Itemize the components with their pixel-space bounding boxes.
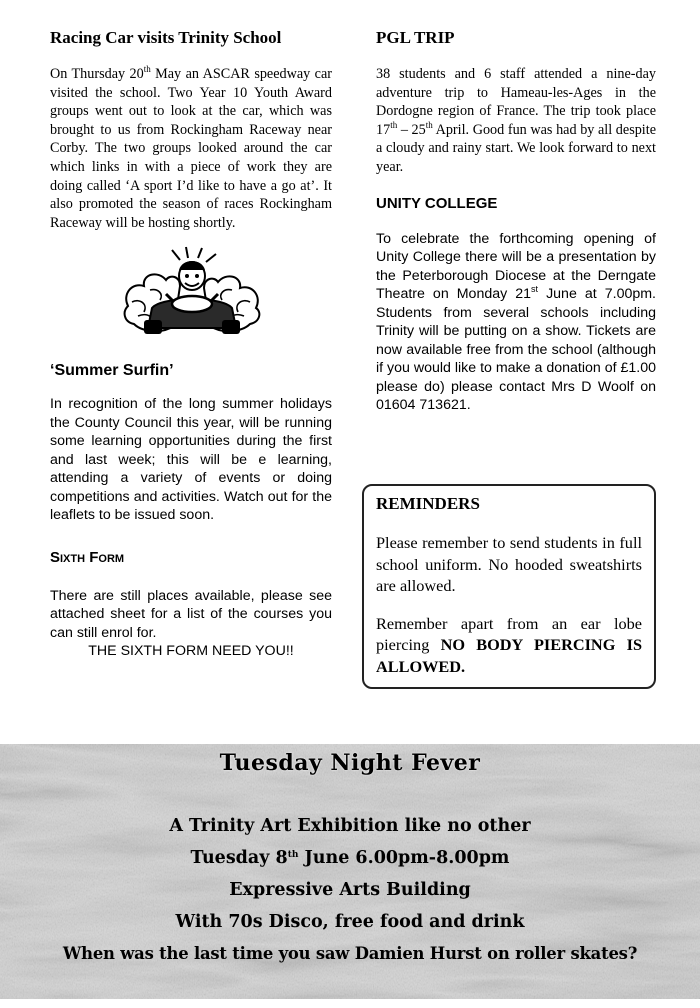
banner-line-disco: With 70s Disco, free food and drink [175, 912, 525, 932]
racing-body: On Thursday 20th May an ASCAR speedway car visited the school. Two Year 10 Youth Award groups went out to look at the car, which was brought to us from Rockingham Raceway near Corby. The two groups looked around the car which links in with a piece of work they are doing called ‘A sport I’d like to have a go at’. It also promoted the season of races Rockingham Raceway will be hosting shortly. [50, 64, 332, 231]
summer-heading: ‘Summer Surfin’ [50, 362, 174, 380]
pgl-body: 38 students and 6 staff attended a nine-day adventure trip to Hameau-les-Ages in the Dordogne region of France. The trip took place 17th – 25th April. Good fun was had by all despite a cloudy and rainy start. We look forward to next year. [376, 66, 656, 175]
art-exhibition-banner [0, 744, 700, 999]
banner-line-exhibition: A Trinity Art Exhibition like no other [169, 816, 531, 836]
banner-line-venue: Expressive Arts Building [229, 880, 471, 900]
racing-car-illustration [122, 246, 262, 338]
unity-heading: UNITY COLLEGE [376, 194, 498, 212]
pgl-heading: PGL TRIP [376, 28, 455, 47]
banner-title: Tuesday Night Fever [219, 750, 481, 776]
racing-heading: Racing Car visits Trinity School [50, 28, 282, 47]
reminders-heading: REMINDERS [376, 494, 480, 513]
sixth-form-heading: Sixth Form [50, 548, 125, 566]
summer-body: In recognition of the long summer holidays the County Council this year, will be running some learning opportunities during the first and last week; this will be e learning, attending a variety of events or doing competitions and activities. Watch out for the leaflets to be issued soon. [50, 396, 332, 524]
reminders-uniform: Please remember to send students in full school uniform. No hooded sweatshirts are allowed. [376, 533, 642, 595]
right-column [376, 28, 656, 415]
sixth-form-slogan: THE SIXTH FORM NEED YOU!! [88, 643, 294, 660]
banner-line-date: Tuesday 8th June 6.00pm-8.00pm [190, 848, 510, 868]
banner-line-question: When was the last time you saw Damien Hurst on roller skates? [62, 944, 638, 963]
sixth-form-body: There are still places available, please see attached sheet for a list of the courses you can still enrol for. [50, 587, 332, 641]
unity-body: To celebrate the forthcoming opening of Unity College there will be a presentation by the Peterborough Diocese at the Derngate Theatre on Monday 21st June at 7.00pm. Students from several schools including Trinity will be putting on a show. Tickets are now available free from the school (although if you would like to make a donation of £1.00 please do) please contact Mrs D Woolf on 01604 713621. [376, 230, 656, 414]
left-column [50, 28, 332, 661]
reminders-piercing: Remember apart from an ear lobe piercing NO BODY PIERCING IS ALLOWED. [376, 613, 642, 676]
reminders-box [362, 484, 656, 689]
